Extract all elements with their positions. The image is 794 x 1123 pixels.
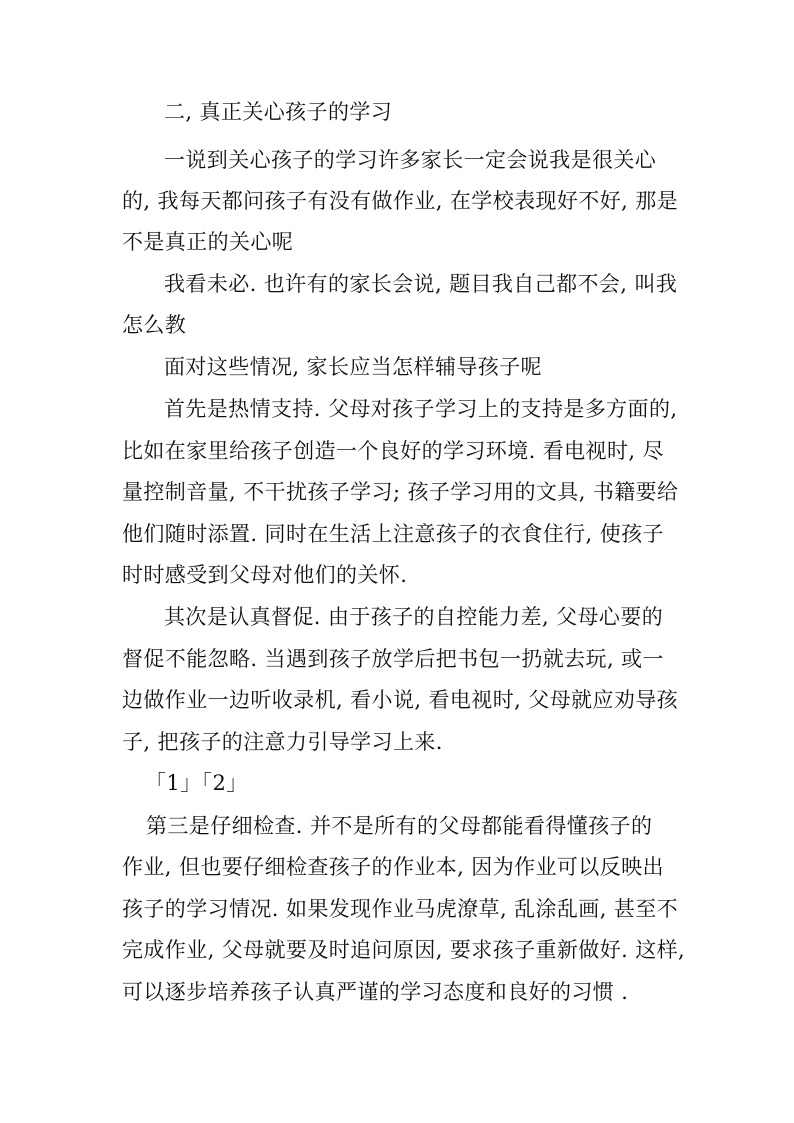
paragraph-line: 子, 把孩子的注意力引导学习上来. xyxy=(122,730,443,754)
paragraph-line: 我看未必. 也许有的家长会说, 题目我自己都不会, 叫我 xyxy=(164,272,678,296)
paragraph-line: 完成作业, 父母就要及时追问原因, 要求孩子重新做好. 这样, xyxy=(122,938,686,962)
paragraph-line: 时时感受到父母对他们的关怀. xyxy=(122,563,408,587)
paragraph-line: 量控制音量, 不干扰孩子学习; 孩子学习用的文具, 书籍要给 xyxy=(122,480,679,504)
paragraph-line: 边做作业一边听收录机, 看小说, 看电视时, 父母就应劝导孩 xyxy=(122,688,679,712)
paragraph-line: 面对这些情况, 家长应当怎样辅导孩子呢 xyxy=(164,355,542,379)
paragraph-line: 第三是仔细检查. 并不是所有的父母都能看得懂孩子的 xyxy=(146,814,653,838)
paragraph-line: 可以逐步培养孩子认真严谨的学习态度和良好的习惯 . xyxy=(122,980,629,1004)
paragraph-line: 他们随时添置. 同时在生活上注意孩子的衣食住行, 使孩子 xyxy=(122,522,664,546)
section-heading: 二, 真正关心孩子的学习 xyxy=(164,100,393,124)
paragraph-line: 的, 我每天都问孩子有没有做作业, 在学校表现好不好, 那是 xyxy=(122,189,679,213)
paragraph-line: 孩子的学习情况. 如果发现作业马虎潦草, 乱涂乱画, 甚至不 xyxy=(122,897,679,921)
paragraph-line: 一说到关心孩子的学习许多家长一定会说我是很关心 xyxy=(164,148,657,172)
paragraph-line: 怎么教 xyxy=(122,313,187,337)
paragraph-line: 督促不能忽略. 当遇到孩子放学后把书包一扔就去玩, 或一 xyxy=(122,647,664,671)
paragraph-line: 不是真正的关心呢 xyxy=(122,230,294,254)
paragraph-line: 其次是认真督促. 由于孩子的自控能力差, 父母心要的 xyxy=(164,605,664,629)
reference-marks: 「1」「2」 xyxy=(145,771,248,795)
paragraph-line: 作业, 但也要仔细检查孩子的作业本, 因为作业可以反映出 xyxy=(122,855,664,879)
paragraph-line: 首先是热情支持. 父母对孩子学习上的支持是多方面的, xyxy=(164,397,678,421)
paragraph-line: 比如在家里给孩子创造一个良好的学习环境. 看电视时, 尽 xyxy=(122,439,664,463)
